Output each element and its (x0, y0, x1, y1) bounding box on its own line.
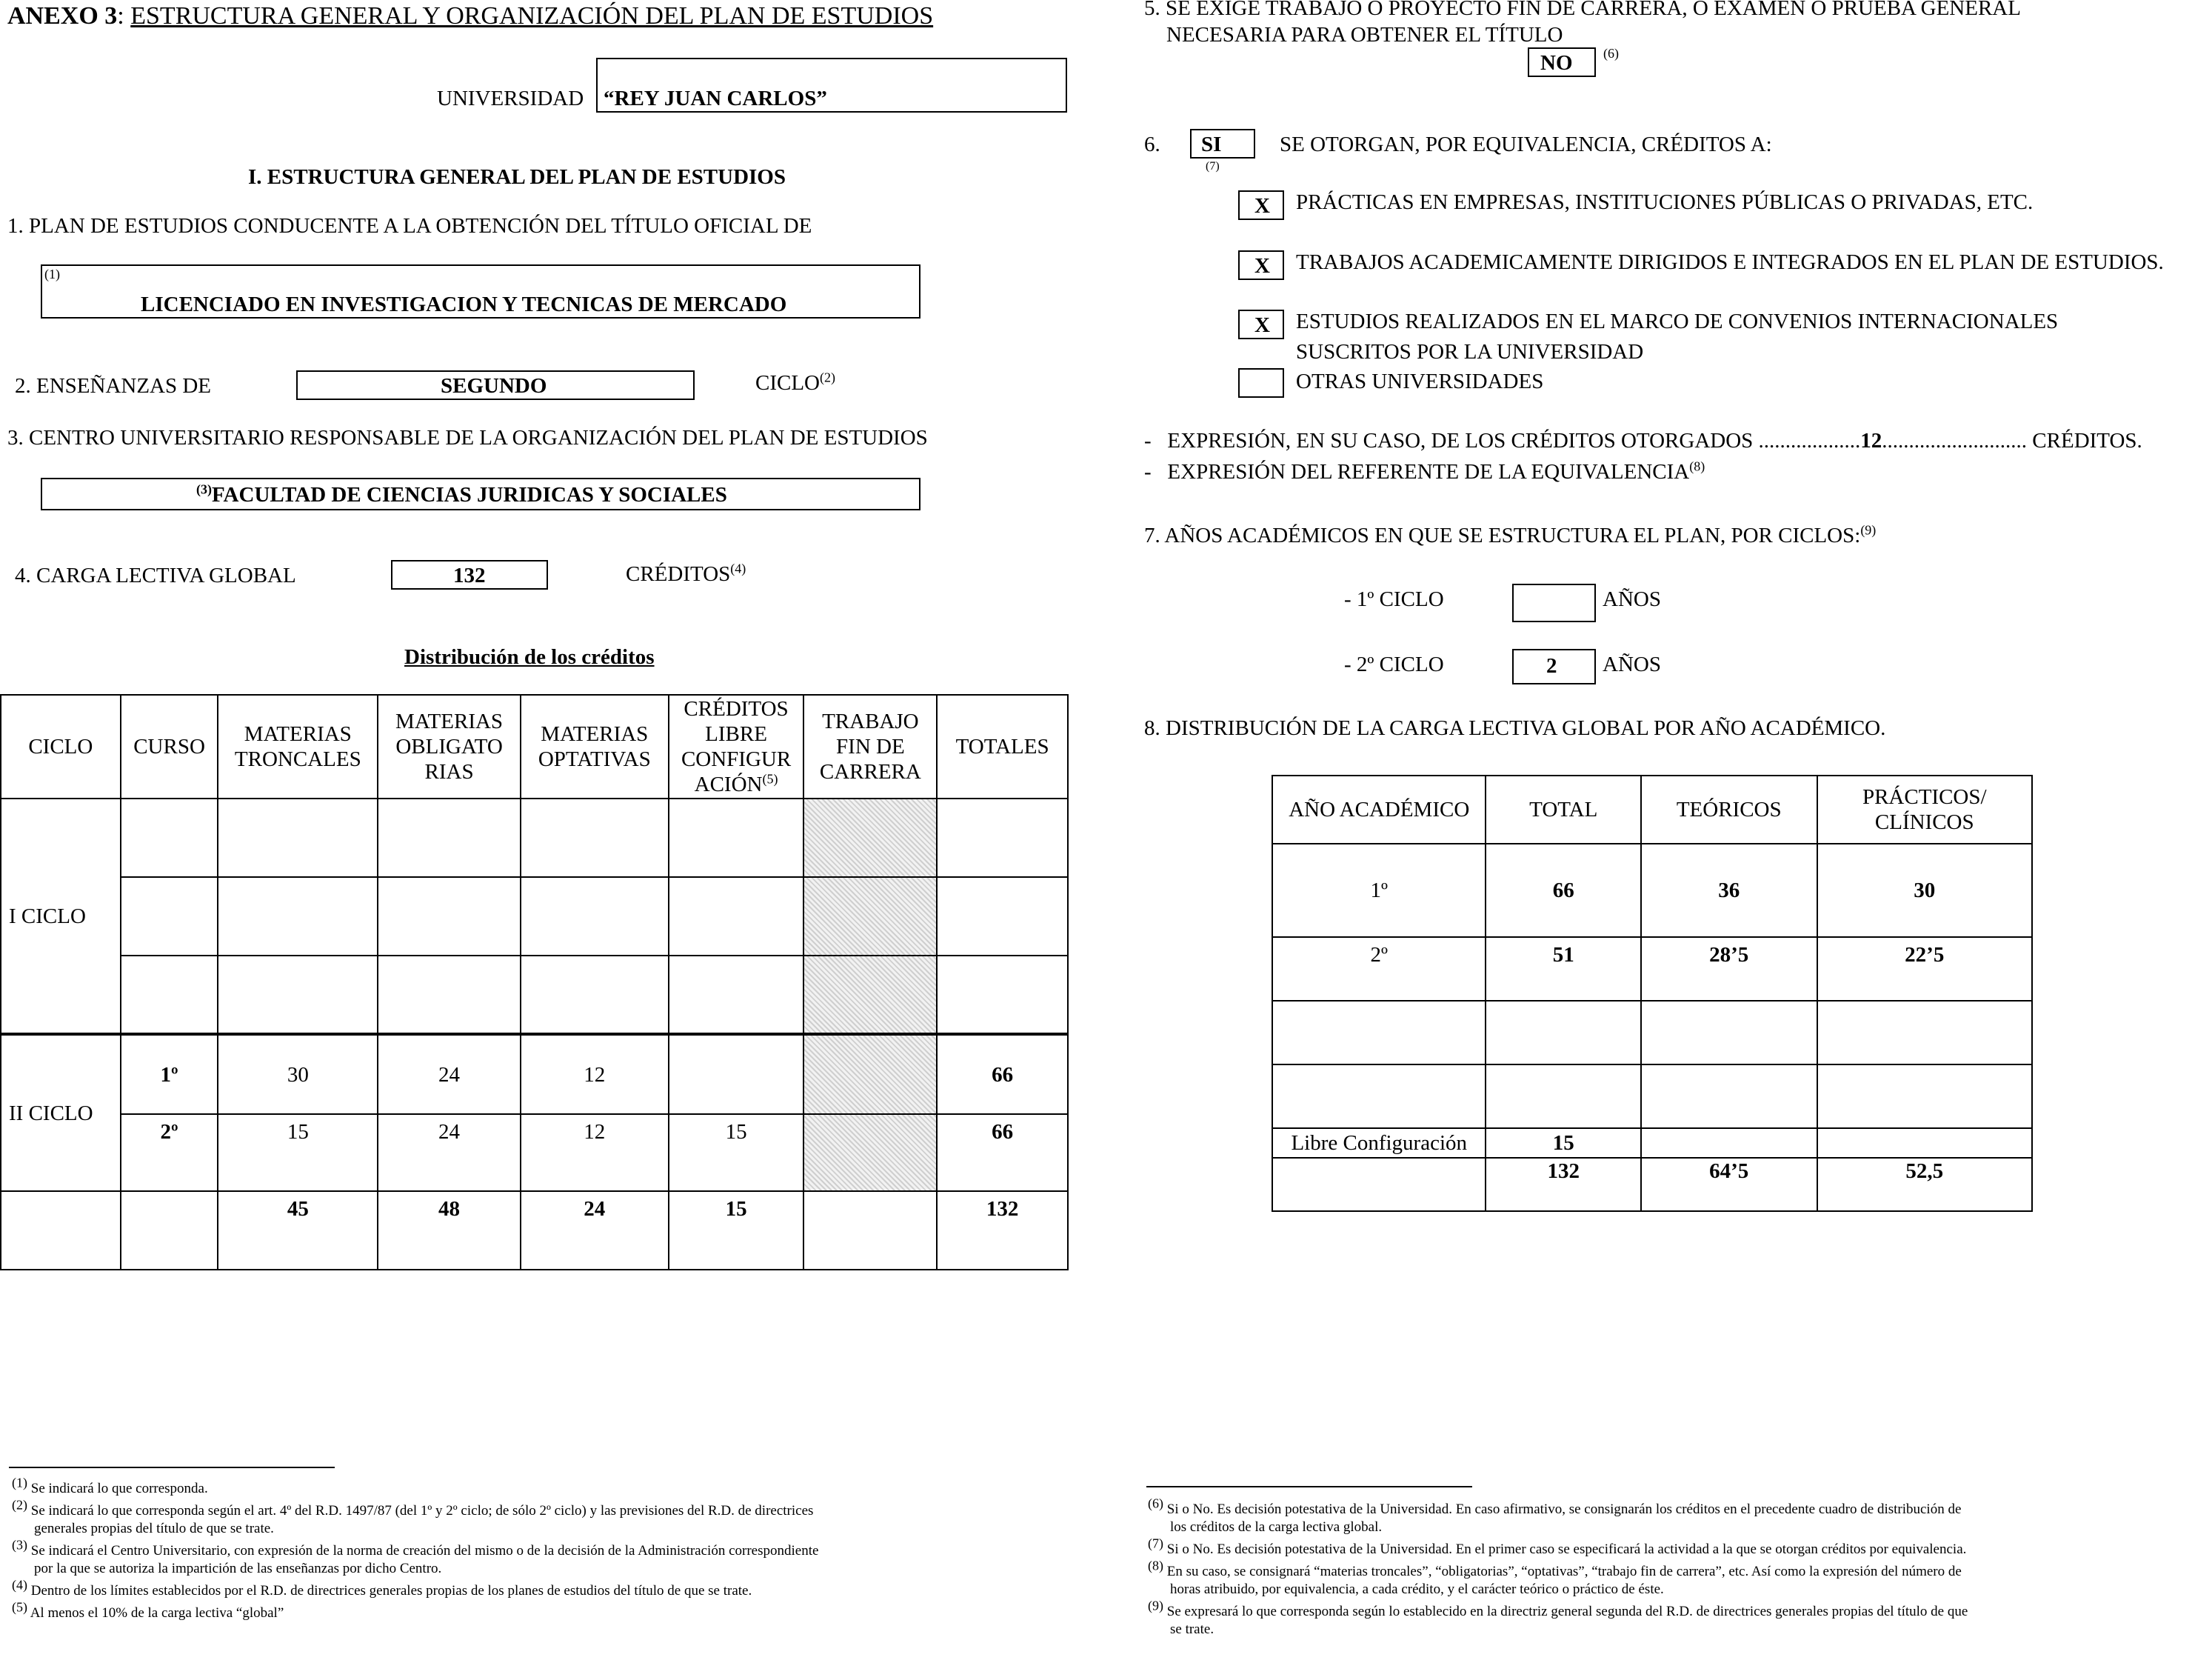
header-total-text: TOTAL (1529, 798, 1598, 821)
header-troncales (218, 695, 378, 799)
teoricos-cell: 28’5 (1641, 937, 1817, 1001)
header-teoricos-text: TEÓRICOS (1676, 798, 1782, 821)
footnote-mark: (1) (12, 1475, 27, 1490)
practicos-cell: 30 (1817, 844, 2032, 937)
header-practicos (1817, 776, 2032, 844)
header-line: CLÍNICOS (1874, 810, 1974, 834)
cycle-years-label: - 1º CICLO (1344, 587, 1444, 611)
table-row (1272, 937, 2032, 1001)
table-row (1272, 844, 2032, 937)
annual-totals-row (1272, 1158, 2032, 1211)
header-totales-text: TOTALES (955, 735, 1049, 759)
footnote (12, 1577, 1071, 1600)
header-line: TRONCALES (234, 747, 361, 771)
footnote (12, 1537, 1071, 1578)
hatched-cell (803, 799, 937, 877)
header-curso (121, 695, 218, 799)
cell (937, 956, 1068, 1034)
optativas-cell: 12 (521, 1114, 669, 1191)
footnote-text: Se expresará lo que corresponda según lo establecido en la directriz general segunda del R.D. de directrices generales propias del título de que (1166, 1604, 1968, 1619)
header-line: MATERIAS (541, 722, 649, 746)
item5-line1: 5. SE EXIGE TRABAJO O PROYECTO FIN DE CARRERA, O EXAMEN O PRUEBA GENERAL (1144, 0, 2021, 20)
total-obligatorias: 48 (378, 1191, 521, 1270)
item6-label: SE OTORGAN, POR EQUIVALENCIA, CRÉDITOS A: (1280, 133, 1772, 156)
header-line: PRÁCTICOS/ (1862, 785, 1987, 809)
credits-granted-label: EXPRESIÓN, EN SU CASO, DE LOS CRÉDITOS OTORGADOS (1167, 429, 1754, 453)
header-line: MATERIAS (395, 710, 504, 733)
table-row (1272, 1001, 2032, 1064)
footnote-rule-right (1146, 1486, 1472, 1487)
item5-line2: NECESARIA PARA OBTENER EL TÍTULO (1166, 23, 1563, 47)
total-cell: 51 (1486, 937, 1640, 1001)
option-text: ESTUDIOS REALIZADOS EN EL MARCO DE CONVENIOS INTERNACIONALES (1296, 310, 2059, 333)
teoricos-cell (1641, 1128, 1817, 1158)
load-suffix (626, 561, 746, 587)
annex-heading: ANEXO 3: ESTRUCTURA GENERAL Y ORGANIZACIÓN DEL PLAN DE ESTUDIOS (7, 2, 934, 30)
equivalence-field (1190, 129, 1255, 159)
header-optativas (521, 695, 669, 799)
annual-header-row (1272, 776, 2032, 844)
footnote (12, 1599, 1071, 1622)
total-optativas: 24 (521, 1191, 669, 1270)
hatched-cell (803, 1114, 937, 1191)
optativas-cell: 12 (521, 1034, 669, 1114)
cell (669, 799, 804, 877)
load-suffix-note: (4) (730, 561, 746, 576)
footnote (1148, 1536, 2207, 1559)
header-line: TRABAJO (822, 710, 919, 733)
cell (1641, 1001, 1817, 1064)
total-troncales: 45 (218, 1191, 378, 1270)
option-checkbox-mark: X (1254, 313, 1270, 337)
header-ciclo-text: CICLO (28, 735, 93, 759)
cycle1-years-field (1512, 584, 1596, 622)
option-checkbox-mark: X (1254, 254, 1270, 278)
footnote (12, 1475, 1071, 1498)
header-line: ACIÓN (694, 773, 763, 796)
troncales-cell: 15 (218, 1114, 378, 1191)
cell (1486, 1001, 1640, 1064)
cell (1817, 1064, 2032, 1128)
credits-table (0, 694, 1069, 1270)
libre-cell: 15 (669, 1114, 804, 1191)
libre-cell (669, 1034, 804, 1114)
footnote-text: Se indicará el Centro Universitario, con expresión de la norma de creación del mismo o de la decisión de la Administración correspondiente (30, 1543, 819, 1559)
cell (1486, 1064, 1640, 1128)
cell (669, 877, 804, 956)
item7-label: 7. AÑOS ACADÉMICOS EN QUE SE ESTRUCTURA EL PLAN, POR CICLOS: (1144, 524, 1861, 547)
header-line: CARRERA (819, 760, 921, 784)
equivalence-value: SI (1201, 133, 1222, 156)
header-trabajo (803, 695, 937, 799)
cycle-suffix (755, 370, 835, 396)
year-cell: 1º (1272, 844, 1486, 937)
header-obligatorias (378, 695, 521, 799)
item1-label: 1. PLAN DE ESTUDIOS CONDUCENTE A LA OBTENCIÓN DEL TÍTULO OFICIAL DE (7, 214, 812, 238)
cycle-years-unit: AÑOS (1603, 653, 1661, 676)
cycle2-label-text: II CICLO (9, 1101, 93, 1125)
footnote-mark: (6) (1148, 1496, 1163, 1511)
header-line: FIN DE (836, 735, 905, 759)
cell (378, 877, 521, 956)
year-cell (1272, 1158, 1486, 1211)
distribution-title: Distribución de los créditos (404, 645, 655, 669)
final-project-note: (6) (1603, 46, 1619, 61)
footnote-text-continued: generales propias del título de que se trate. (34, 1521, 274, 1536)
table-row (1, 1114, 1068, 1191)
footnote-text-continued: los créditos de la carga lectiva global. (1170, 1519, 1383, 1535)
footnotes-right (1148, 1496, 2207, 1639)
equivalence-note: (7) (1206, 160, 1220, 173)
item7-note: (9) (1860, 522, 1877, 538)
header-ciclo (1, 695, 121, 799)
referent-note: (8) (1689, 459, 1705, 474)
table-row (1272, 1064, 2032, 1128)
practicos-cell: 22’5 (1817, 937, 2032, 1001)
header-total (1486, 776, 1640, 844)
load-suffix-text: CRÉDITOS (626, 562, 731, 586)
center-field-note: (3) (196, 481, 212, 497)
cell (937, 799, 1068, 877)
header-year-text: AÑO ACADÉMICO (1289, 798, 1470, 821)
university-label: UNIVERSIDAD (437, 87, 584, 110)
cycle1-label (1, 799, 121, 1034)
table-row (1, 799, 1068, 877)
cycle-field-value: SEGUNDO (441, 374, 547, 398)
option-text: PRÁCTICAS EN EMPRESAS, INSTITUCIONES PÚBLICAS O PRIVADAS, ETC. (1296, 190, 2034, 214)
footnote-text: Si o No. Es decisión potestativa de la Universidad. En el primer caso se especificará la actividad a la que se otorgan créditos por equivalencia. (1166, 1542, 1967, 1557)
footnote-text: Se indicará lo que corresponda según el art. 4º del R.D. 1497/87 (del 1º y 2º ciclo; de sólo 2º ciclo) y las previsiones del R.D. de directrices (30, 1503, 814, 1519)
footnote-mark: (2) (12, 1497, 27, 1513)
cell (121, 956, 218, 1034)
practicos-cell: 52,5 (1817, 1158, 2032, 1211)
item7-heading (1144, 523, 1876, 548)
total-cell: 66 (1486, 844, 1640, 937)
footnote-text: En su caso, se consignará “materias troncales”, “obligatorias”, “optativas”, “trabajo fin de carrera”, etc. Así como la expresión del número de (1166, 1564, 1962, 1579)
header-curso-text: CURSO (133, 735, 205, 759)
center-field-value: FACULTAD DE CIENCIAS JURIDICAS Y SOCIALES (212, 483, 727, 507)
footnote (12, 1497, 1071, 1538)
teoricos-cell: 36 (1641, 844, 1817, 937)
cell (937, 877, 1068, 956)
cell (1, 1191, 121, 1270)
table-row (1, 956, 1068, 1034)
item3-label: 3. CENTRO UNIVERSITARIO RESPONSABLE DE LA ORGANIZACIÓN DEL PLAN DE ESTUDIOS (7, 426, 928, 450)
cell (218, 877, 378, 956)
header-libre (669, 695, 804, 799)
cycle-years-unit: AÑOS (1603, 587, 1661, 611)
cell (669, 956, 804, 1034)
footnote-rule-left (9, 1467, 335, 1468)
cell (121, 877, 218, 956)
cell (218, 799, 378, 877)
cell (218, 956, 378, 1034)
item8-label: 8. DISTRIBUCIÓN DE LA CARGA LECTIVA GLOBAL POR AÑO ACADÉMICO. (1144, 716, 1886, 740)
footnote-mark: (7) (1148, 1536, 1163, 1551)
footnote-text-continued: por la que se autoriza la impartición de las enseñanzas por dicho Centro. (34, 1561, 442, 1576)
cycle-suffix-note: (2) (820, 370, 835, 385)
final-project-value: NO (1540, 51, 1573, 75)
item6-number: 6. (1144, 133, 1160, 156)
cycle2-label (1, 1034, 121, 1191)
item4-label: 4. CARGA LECTIVA GLOBAL (15, 564, 296, 587)
header-teoricos (1641, 776, 1817, 844)
cell (521, 799, 669, 877)
header-line: CONFIGUR (681, 747, 792, 771)
header-line: CRÉDITOS (684, 697, 789, 721)
header-line: OPTATIVAS (538, 747, 651, 771)
cell (1641, 1064, 1817, 1128)
hatched-cell (803, 1034, 937, 1114)
title-field-note: (1) (44, 267, 60, 281)
cell (1272, 1064, 1486, 1128)
cycle2-years-value: 2 (1546, 654, 1557, 678)
total-cell: 15 (1486, 1128, 1640, 1158)
obligatorias-cell: 24 (378, 1114, 521, 1191)
option-text-continued: SUSCRITOS POR LA UNIVERSIDAD (1296, 340, 1644, 364)
totals-row (1, 1191, 1068, 1270)
table-row (1, 1034, 1068, 1114)
cell (521, 877, 669, 956)
totales-cell: 66 (937, 1034, 1068, 1114)
cell (521, 956, 669, 1034)
cycle-years-label: - 2º CICLO (1344, 653, 1444, 676)
troncales-cell: 30 (218, 1034, 378, 1114)
curso-cell: 2º (121, 1114, 218, 1191)
hatched-cell (803, 877, 937, 956)
cell (1272, 1001, 1486, 1064)
center-field-text (196, 482, 727, 507)
section-title: I. ESTRUCTURA GENERAL DEL PLAN DE ESTUDIOS (248, 165, 786, 189)
cell (1817, 1001, 2032, 1064)
footnote-mark: (9) (1148, 1598, 1163, 1613)
item2-label: 2. ENSEÑANZAS DE (15, 374, 212, 398)
credits-granted-value: 12 (1860, 429, 1882, 453)
header-line: LIBRE (705, 722, 767, 746)
cell (378, 799, 521, 877)
table-row (1, 877, 1068, 956)
footnote-text: Al menos el 10% de la carga lectiva “global” (30, 1605, 284, 1621)
footnote-text-continued: horas atribuido, por equivalencia, a cada crédito, y el carácter teórico o práctico de éste. (1170, 1582, 1664, 1597)
header-line: RIAS (424, 760, 474, 784)
footnote (1148, 1598, 2207, 1639)
annex-title: ESTRUCTURA GENERAL Y ORGANIZACIÓN DEL PLAN DE ESTUDIOS (130, 2, 934, 30)
footnote-mark: (3) (12, 1537, 27, 1553)
credits-granted-line: - EXPRESIÓN, EN SU CASO, DE LOS CRÉDITOS OTORGADOS ...................12........................... CRÉDITOS. (1144, 429, 2142, 453)
footnote (1148, 1558, 2207, 1599)
footnote-text: Se indicará lo que corresponda. (30, 1481, 208, 1496)
header-line: OBLIGATO (395, 735, 503, 759)
year-cell: 2º (1272, 937, 1486, 1001)
curso-cell: 1º (121, 1034, 218, 1114)
footnote-mark: (4) (12, 1577, 27, 1593)
total-totales: 132 (937, 1191, 1068, 1270)
table-row (1272, 1128, 2032, 1158)
load-field-value: 132 (453, 564, 486, 587)
practicos-cell (1817, 1128, 2032, 1158)
option-checkbox-mark: X (1254, 194, 1270, 218)
footnote-text: Dentro de los límites establecidos por el R.D. de directrices generales propias de los planes de estudios del título de que se trate. (30, 1583, 752, 1599)
header-totales (937, 695, 1068, 799)
year-cell: Libre Configuración (1272, 1128, 1486, 1158)
total-cell: 132 (1486, 1158, 1640, 1211)
annex-label: ANEXO 3 (7, 2, 118, 30)
header-line: MATERIAS (244, 722, 352, 746)
footnote (1148, 1496, 2207, 1536)
footnote-text: Si o No. Es decisión potestativa de la Universidad. En caso afirmativo, se consignarán los créditos en el precedente cuadro de distribución de (1166, 1502, 1962, 1517)
cycle1-label-text: I CICLO (9, 904, 86, 928)
university-value: “REY JUAN CARLOS” (604, 87, 827, 110)
header-year (1272, 776, 1486, 844)
teoricos-cell: 64’5 (1641, 1158, 1817, 1211)
annual-load-table (1272, 775, 2033, 1212)
footnote-mark: (8) (1148, 1558, 1163, 1573)
cell (378, 956, 521, 1034)
cell (803, 1191, 937, 1270)
option-text: OTRAS UNIVERSIDADES (1296, 370, 1544, 393)
footnotes-left (12, 1475, 1071, 1622)
referent-line: - EXPRESIÓN DEL REFERENTE DE LA EQUIVALENCIA$^{(8)}$ (1144, 459, 1705, 484)
obligatorias-cell: 24 (378, 1034, 521, 1114)
total-libre: 15 (669, 1191, 804, 1270)
credits-header-row (1, 695, 1068, 799)
hatched-cell (803, 956, 937, 1034)
cell (121, 799, 218, 877)
title-field-value: LICENCIADO EN INVESTIGACION Y TECNICAS DE MERCADO (141, 293, 787, 316)
footnote-mark: (5) (12, 1599, 27, 1615)
referent-label: EXPRESIÓN DEL REFERENTE DE LA EQUIVALENCIA (1167, 460, 1690, 484)
credits-granted-unit: CRÉDITOS. (2032, 429, 2142, 453)
header-libre-note: (5) (762, 771, 778, 787)
option-checkbox[interactable] (1238, 368, 1284, 398)
option-text: TRABAJOS ACADEMICAMENTE DIRIGIDOS E INTEGRADOS EN EL PLAN DE ESTUDIOS. (1296, 250, 2164, 274)
footnote-text-continued: se trate. (1170, 1622, 1214, 1637)
totales-cell: 66 (937, 1114, 1068, 1191)
cell (121, 1191, 218, 1270)
cycle-suffix-text: CICLO (755, 371, 820, 395)
